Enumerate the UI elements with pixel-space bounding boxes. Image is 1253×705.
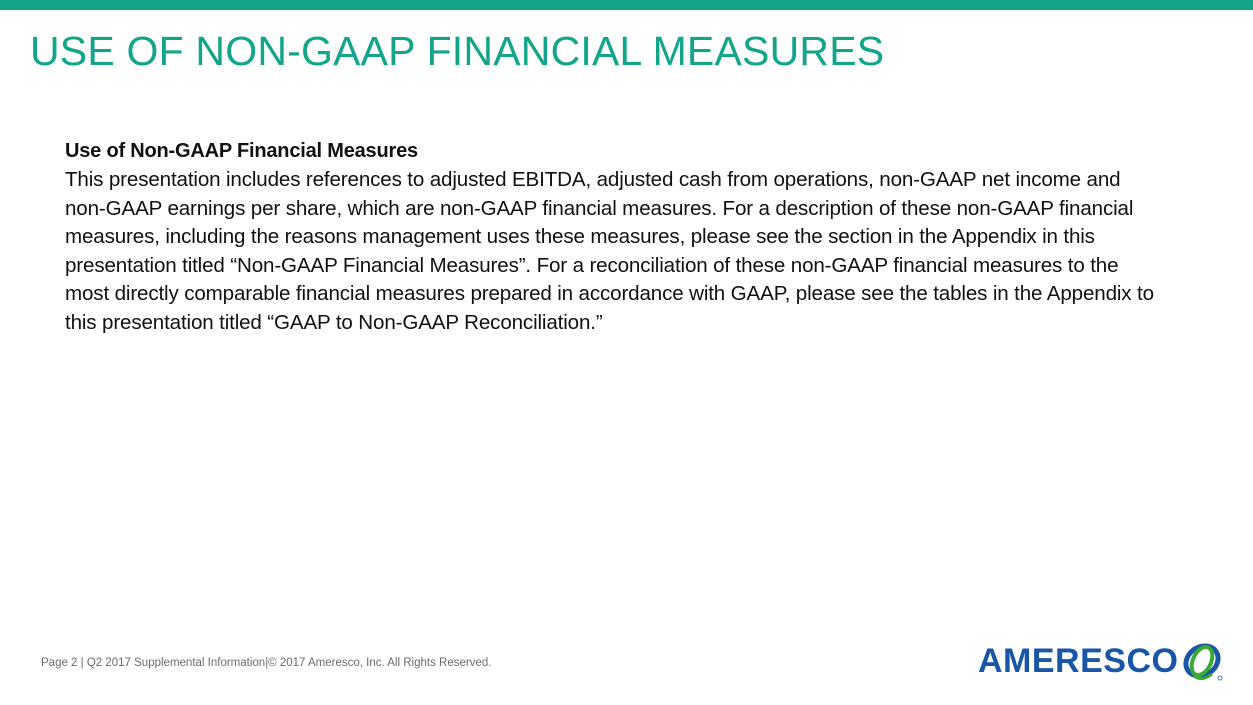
section-heading: Use of Non-GAAP Financial Measures bbox=[65, 140, 418, 162]
logo-wordmark: AMERESCO bbox=[978, 642, 1179, 680]
footer-text: Page 2 | Q2 2017 Supplemental Information|© 2017 Ameresco, Inc. All Rights Reserved. bbox=[41, 657, 492, 669]
company-logo bbox=[978, 636, 1224, 686]
top-accent-bar bbox=[0, 0, 1253, 10]
content-block bbox=[65, 137, 1165, 337]
section-body: This presentation includes references to adjusted EBITDA, adjusted cash from operations, non-GAAP net income and non-GAAP earnings per share, which are non-GAAP financial measures. For a description of these non-GAAP financial measures, including the reasons management uses these measures, please see the section in the Appendix in this presentation titled “Non-GAAP Financial Measures”. For a reconciliation of these non-GAAP financial measures to the most directly comparable financial measures prepared in accordance with GAAP, please see the tables in the Appendix to this presentation titled “GAAP to Non-GAAP Reconciliation.” bbox=[65, 168, 1154, 334]
ameresco-swirl-icon bbox=[1180, 638, 1224, 684]
page-title: USE OF NON-GAAP FINANCIAL MEASURES bbox=[30, 28, 885, 74]
